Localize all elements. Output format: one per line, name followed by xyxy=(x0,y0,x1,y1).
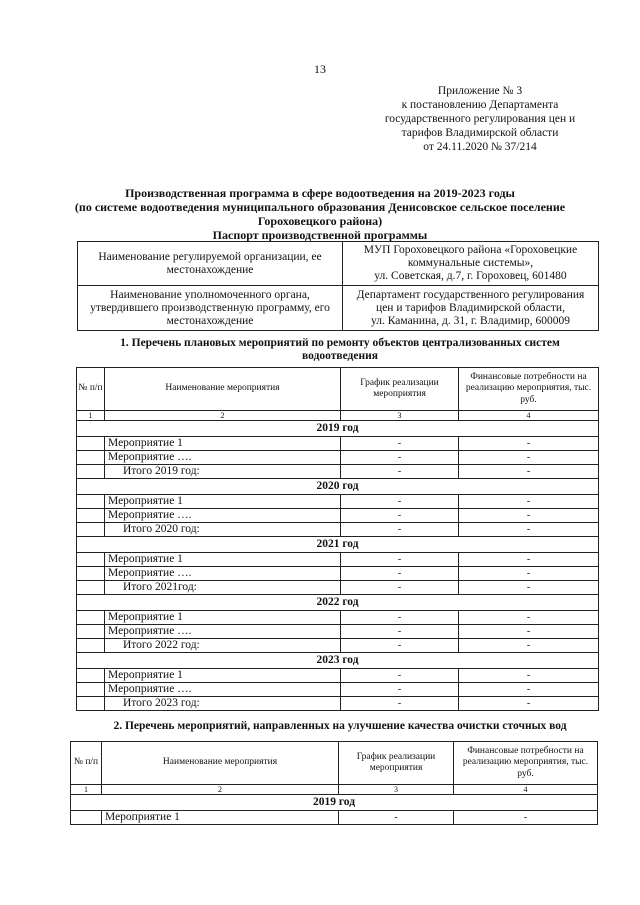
finance-cell: - xyxy=(459,581,599,595)
finance-cell: - xyxy=(459,553,599,567)
appendix-line: к постановлению Департамента xyxy=(401,99,559,111)
column-number: 4 xyxy=(454,785,598,795)
passport-value xyxy=(343,242,599,286)
section-2-heading: 2. Перечень мероприятий, направленных на улучшение качества очистки сточных вод xyxy=(113,720,567,732)
schedule-cell: - xyxy=(341,495,459,509)
row-num xyxy=(77,625,105,639)
column-number: 2 xyxy=(105,411,341,421)
row-num xyxy=(77,437,105,451)
appendix-line: государственного регулирования цен и xyxy=(384,113,576,125)
schedule-cell: - xyxy=(341,639,459,653)
event-name: Мероприятие …. xyxy=(105,567,341,581)
event-name: Мероприятие 1 xyxy=(105,437,341,451)
passport-table xyxy=(77,241,599,331)
total-label: Итого 2020 год: xyxy=(105,523,341,537)
appendix-line: Приложение № 3 xyxy=(437,85,523,97)
finance-cell: - xyxy=(459,567,599,581)
year-row xyxy=(77,421,599,437)
passport-label: Наименование уполномоченного органа, утвердившего производственную программу, его местонахождение xyxy=(78,286,343,331)
schedule-cell: - xyxy=(341,683,459,697)
event-name: Мероприятие 1 xyxy=(105,553,341,567)
column-number: 1 xyxy=(71,785,102,795)
column-number: 4 xyxy=(459,411,599,421)
column-number-row xyxy=(77,411,599,421)
finance-cell: - xyxy=(459,509,599,523)
header-num: № п/п xyxy=(77,368,105,411)
event-name: Мероприятие 1 xyxy=(105,669,341,683)
finance-cell: - xyxy=(459,669,599,683)
column-number: 1 xyxy=(77,411,105,421)
row-num xyxy=(77,553,105,567)
event-name: Мероприятие …. xyxy=(105,625,341,639)
table-header-row xyxy=(77,368,599,411)
finance-cell: - xyxy=(459,465,599,479)
schedule-cell: - xyxy=(341,553,459,567)
row-num xyxy=(77,465,105,479)
passport-row xyxy=(78,286,599,331)
finance-cell: - xyxy=(459,523,599,537)
year-row xyxy=(77,653,599,669)
finance-cell: - xyxy=(454,811,598,825)
row-num xyxy=(77,451,105,465)
row-num xyxy=(77,697,105,711)
event-name: Мероприятие 1 xyxy=(102,811,339,825)
schedule-cell: - xyxy=(341,669,459,683)
year-label: 2019 год xyxy=(71,795,598,811)
finance-cell: - xyxy=(459,611,599,625)
event-name: Мероприятие 1 xyxy=(105,611,341,625)
total-row xyxy=(77,697,599,711)
passport-value-line: ул. Каманина, д. 31, г. Владимир, 600009 xyxy=(371,314,570,327)
passport-value-line: МУП Гороховецкого района «Гороховецкие коммунальные системы», xyxy=(363,244,578,269)
header-name: Наименование мероприятия xyxy=(102,742,339,785)
table-row xyxy=(77,625,599,639)
appendix-line: тарифов Владимирской области xyxy=(401,127,559,139)
table-row xyxy=(77,495,599,509)
total-row xyxy=(77,581,599,595)
schedule-cell: - xyxy=(341,697,459,711)
total-row xyxy=(77,639,599,653)
header-schedule: График реализации мероприятия xyxy=(341,368,459,411)
year-label: 2023 год xyxy=(77,653,599,669)
schedule-cell: - xyxy=(341,509,459,523)
year-row xyxy=(71,795,598,811)
section-2-table xyxy=(70,741,598,825)
table-row xyxy=(77,611,599,625)
title-line: Гороховецкого района) xyxy=(257,214,383,228)
header-finance: Финансовые потребности на реализацию мероприятия, тыс. руб. xyxy=(454,742,598,785)
page-number: 13 xyxy=(314,62,326,76)
event-name: Мероприятие 1 xyxy=(105,495,341,509)
row-num xyxy=(77,567,105,581)
header-schedule: График реализации мероприятия xyxy=(339,742,454,785)
table-row xyxy=(77,437,599,451)
year-label: 2019 год xyxy=(77,421,599,437)
finance-cell: - xyxy=(459,437,599,451)
total-row xyxy=(77,523,599,537)
finance-cell: - xyxy=(459,639,599,653)
schedule-cell: - xyxy=(341,611,459,625)
year-label: 2022 год xyxy=(77,595,599,611)
event-name: Мероприятие …. xyxy=(105,683,341,697)
year-row xyxy=(77,537,599,553)
table-row xyxy=(77,669,599,683)
table-row xyxy=(77,451,599,465)
appendix-line: от 24.11.2020 № 37/214 xyxy=(423,141,537,153)
schedule-cell: - xyxy=(339,811,454,825)
column-number: 3 xyxy=(339,785,454,795)
row-num xyxy=(77,683,105,697)
finance-cell: - xyxy=(459,625,599,639)
year-label: 2020 год xyxy=(77,479,599,495)
schedule-cell: - xyxy=(341,625,459,639)
passport-label: Наименование регулируемой организации, ее местонахождение xyxy=(78,242,343,286)
year-label: 2021 год xyxy=(77,537,599,553)
schedule-cell: - xyxy=(341,567,459,581)
header-finance: Финансовые потребности на реализацию мероприятия, тыс. руб. xyxy=(459,368,599,411)
row-num xyxy=(77,523,105,537)
row-num xyxy=(77,509,105,523)
column-number: 3 xyxy=(341,411,459,421)
total-row xyxy=(77,465,599,479)
finance-cell: - xyxy=(459,495,599,509)
table-row xyxy=(77,683,599,697)
section-title-line: водоотведения xyxy=(302,350,378,362)
passport-value-line: Департамент государственного регулирования цен и тарифов Владимирской области, xyxy=(356,288,585,314)
table-header-row xyxy=(71,742,598,785)
column-number-row xyxy=(71,785,598,795)
row-num xyxy=(77,639,105,653)
row-num xyxy=(77,669,105,683)
total-label: Итого 2021год: xyxy=(105,581,341,595)
schedule-cell: - xyxy=(341,451,459,465)
row-num xyxy=(77,495,105,509)
title-line: Производственная программа в сфере водоотведения на 2019-2023 годы xyxy=(125,186,515,200)
section-1-heading xyxy=(70,337,610,363)
finance-cell: - xyxy=(459,683,599,697)
total-label: Итого 2023 год: xyxy=(105,697,341,711)
section-title-line: 1. Перечень плановых мероприятий по ремонту объектов централизованных систем xyxy=(120,337,560,349)
passport-row xyxy=(78,242,599,286)
header-num: № п/п xyxy=(71,742,102,785)
passport-value xyxy=(343,286,599,331)
passport-value-line: ул. Советская, д.7, г. Гороховец, 601480 xyxy=(374,270,567,282)
schedule-cell: - xyxy=(341,437,459,451)
event-name: Мероприятие …. xyxy=(105,451,341,465)
total-label: Итого 2022 год: xyxy=(105,639,341,653)
finance-cell: - xyxy=(459,451,599,465)
title-line: (по системе водоотведения муниципального образования Денисовское сельское поселение xyxy=(74,200,566,214)
appendix-block xyxy=(360,84,600,154)
row-num xyxy=(77,581,105,595)
year-row xyxy=(77,479,599,495)
row-num xyxy=(71,811,102,825)
finance-cell: - xyxy=(459,697,599,711)
table-row xyxy=(77,553,599,567)
row-num xyxy=(77,611,105,625)
schedule-cell: - xyxy=(341,523,459,537)
table-row xyxy=(77,509,599,523)
column-number: 2 xyxy=(102,785,339,795)
table-row xyxy=(71,811,598,825)
header-name: Наименование мероприятия xyxy=(105,368,341,411)
title-line: Паспорт производственной программы xyxy=(212,228,428,242)
document-title xyxy=(60,186,580,242)
event-name: Мероприятие …. xyxy=(105,509,341,523)
table-row xyxy=(77,567,599,581)
section-1-table xyxy=(76,367,599,711)
schedule-cell: - xyxy=(341,581,459,595)
total-label: Итого 2019 год: xyxy=(105,465,341,479)
schedule-cell: - xyxy=(341,465,459,479)
year-row xyxy=(77,595,599,611)
